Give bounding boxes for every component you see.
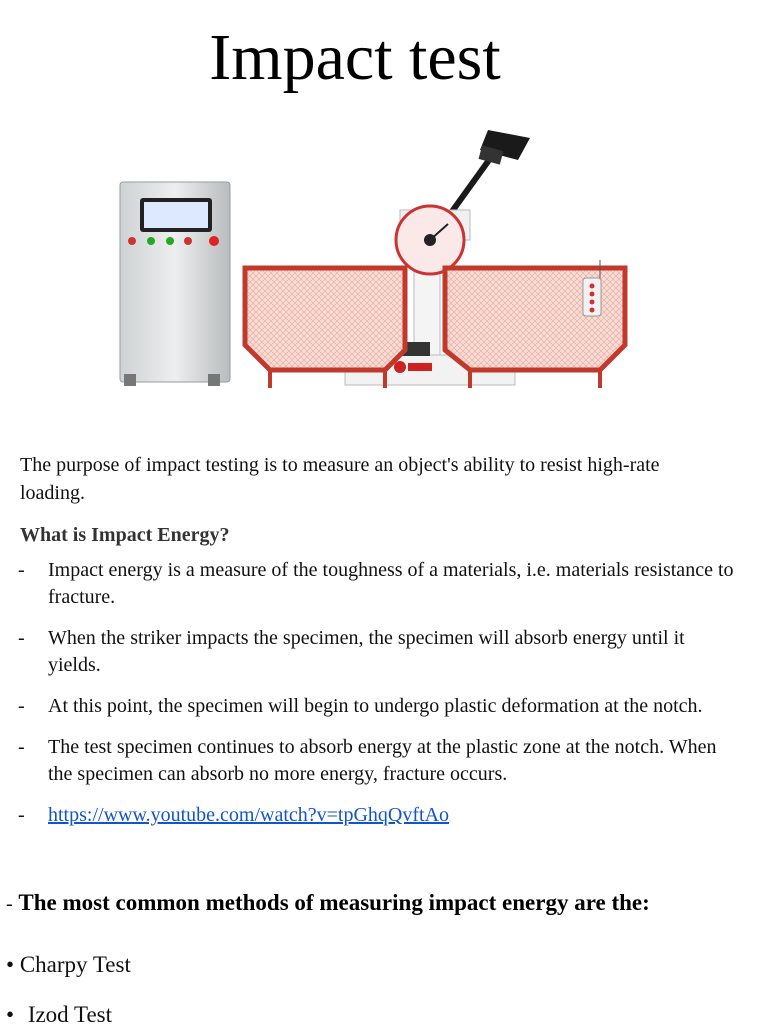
list-item <box>0 557 740 611</box>
method-item-izod <box>6 1000 112 1030</box>
youtube-link[interactable]: https://www.youtube.com/watch?v=tpGhqQvftAo <box>48 804 450 826</box>
method-label: Charpy Test <box>19 952 131 977</box>
list-item <box>0 802 740 829</box>
control-cabinet <box>120 182 230 386</box>
list-item <box>0 693 740 720</box>
methods-heading-text: The most common methods of measuring impact energy are the: <box>18 890 650 915</box>
method-item-charpy <box>6 950 131 980</box>
page-title: Impact test <box>209 21 501 94</box>
heading-dash: - <box>6 893 13 915</box>
impact-testing-machine-image <box>100 120 640 400</box>
list-item <box>0 625 740 679</box>
list-item-text: At this point, the specimen will begin to undergo plastic deformation at the notch. <box>48 695 703 717</box>
section-subheading: What is Impact Energy? <box>20 524 230 546</box>
bullet-dash: - <box>18 695 25 717</box>
list-item-text: The test specimen continues to absorb energy at the plastic zone at the notch. When the specimen can absorb no more energy, fracture occurs. <box>48 736 717 785</box>
bullet-dash: - <box>18 559 25 581</box>
methods-heading <box>6 888 650 919</box>
bullet-marker: • <box>6 1002 15 1027</box>
dial-gauge <box>396 206 464 274</box>
list-item-text: When the striker impacts the specimen, the specimen will absorb energy until it yields. <box>48 627 685 676</box>
method-label: Izod Test <box>27 1002 113 1027</box>
list-item-text: Impact energy is a measure of the toughness of a materials, i.e. materials resistance to fracture. <box>48 559 734 608</box>
bullet-dash: - <box>18 736 25 758</box>
bullet-list <box>0 557 740 843</box>
list-item <box>0 734 740 788</box>
bullet-dash: - <box>18 804 25 826</box>
safety-guard-left <box>245 268 405 388</box>
bullet-marker: • <box>6 952 15 977</box>
intro-paragraph: The purpose of impact testing is to measure an object's ability to resist high-rate loading. <box>20 454 660 504</box>
bullet-dash: - <box>18 627 25 649</box>
